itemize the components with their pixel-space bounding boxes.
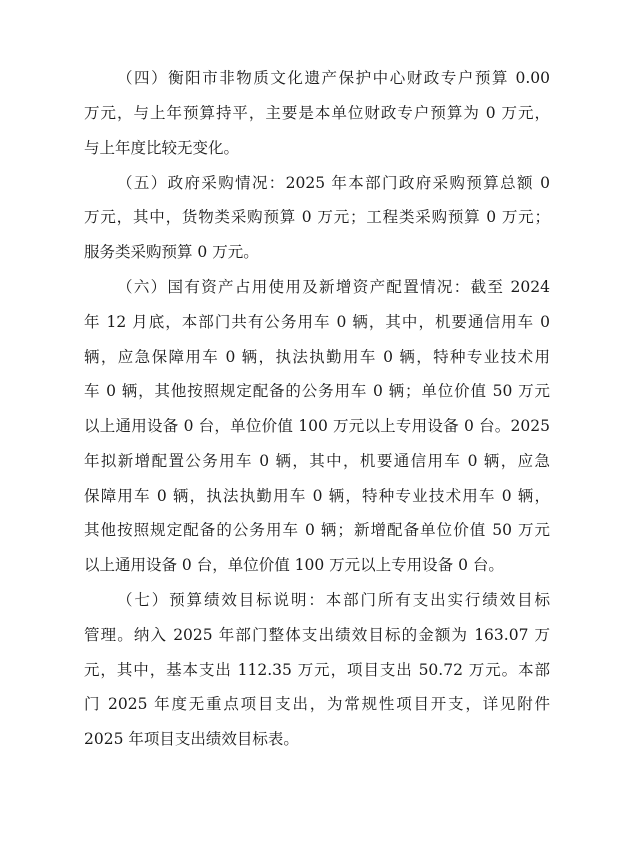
paragraph-7-line-4: 门 2025 年度无重点项目支出，为常规性项目开支，详见附件 <box>84 695 550 713</box>
paragraph-7-line-2: 管理。纳入 2025 年部门整体支出绩效目标的金额为 163.07 万 <box>84 626 550 644</box>
paragraph-4-line-2: 万元，与上年预算持平，主要是本单位财政专户预算为 0 万元， <box>84 104 550 122</box>
paragraph-5-line-3: 服务类采购预算 0 万元。 <box>84 243 259 261</box>
paragraph-6-line-9: 以上通用设备 0 台，单位价值 100 万元以上专用设备 0 台。 <box>84 556 504 574</box>
paragraph-5-line-1: （五）政府采购情况：2025 年本部门政府采购预算总额 0 <box>117 174 550 192</box>
paragraph-5-line-2: 万元，其中，货物类采购预算 0 万元；工程类采购预算 0 万元； <box>84 208 550 226</box>
paragraph-6-line-2: 年 12 月底，本部门共有公务用车 0 辆，其中，机要通信用车 0 <box>84 313 550 331</box>
paragraph-4-line-3: 与上年度比较无变化。 <box>84 139 240 157</box>
paragraph-6-line-7: 保障用车 0 辆，执法执勤用车 0 辆，特种专业技术用车 0 辆， <box>84 487 550 505</box>
paragraph-6-line-8: 其他按照规定配备的公务用车 0 辆；新增配备单位价值 50 万元 <box>84 521 550 539</box>
paragraph-4-line-1: （四）衡阳市非物质文化遗产保护中心财政专户预算 0.00 <box>117 69 550 87</box>
paragraph-7-line-3: 元，其中，基本支出 112.35 万元，项目支出 50.72 万元。本部 <box>84 661 550 679</box>
paragraph-7-line-1: （七）预算绩效目标说明：本部门所有支出实行绩效目标 <box>117 591 550 609</box>
paragraph-6-line-1: （六）国有资产占用使用及新增资产配置情况：截至 2024 <box>117 278 550 296</box>
paragraph-6-line-3: 辆，应急保障用车 0 辆，执法执勤用车 0 辆，特种专业技术用 <box>84 348 550 366</box>
paragraph-6-line-4: 车 0 辆，其他按照规定配备的公务用车 0 辆；单位价值 50 万元 <box>84 382 550 400</box>
paragraph-7-line-5: 2025 年项目支出绩效目标表。 <box>84 730 299 748</box>
paragraph-6-line-6: 年拟新增配置公务用车 0 辆，其中，机要通信用车 0 辆，应急 <box>84 452 550 470</box>
paragraph-6-line-5: 以上通用设备 0 台，单位价值 100 万元以上专用设备 0 台。2025 <box>84 417 550 435</box>
